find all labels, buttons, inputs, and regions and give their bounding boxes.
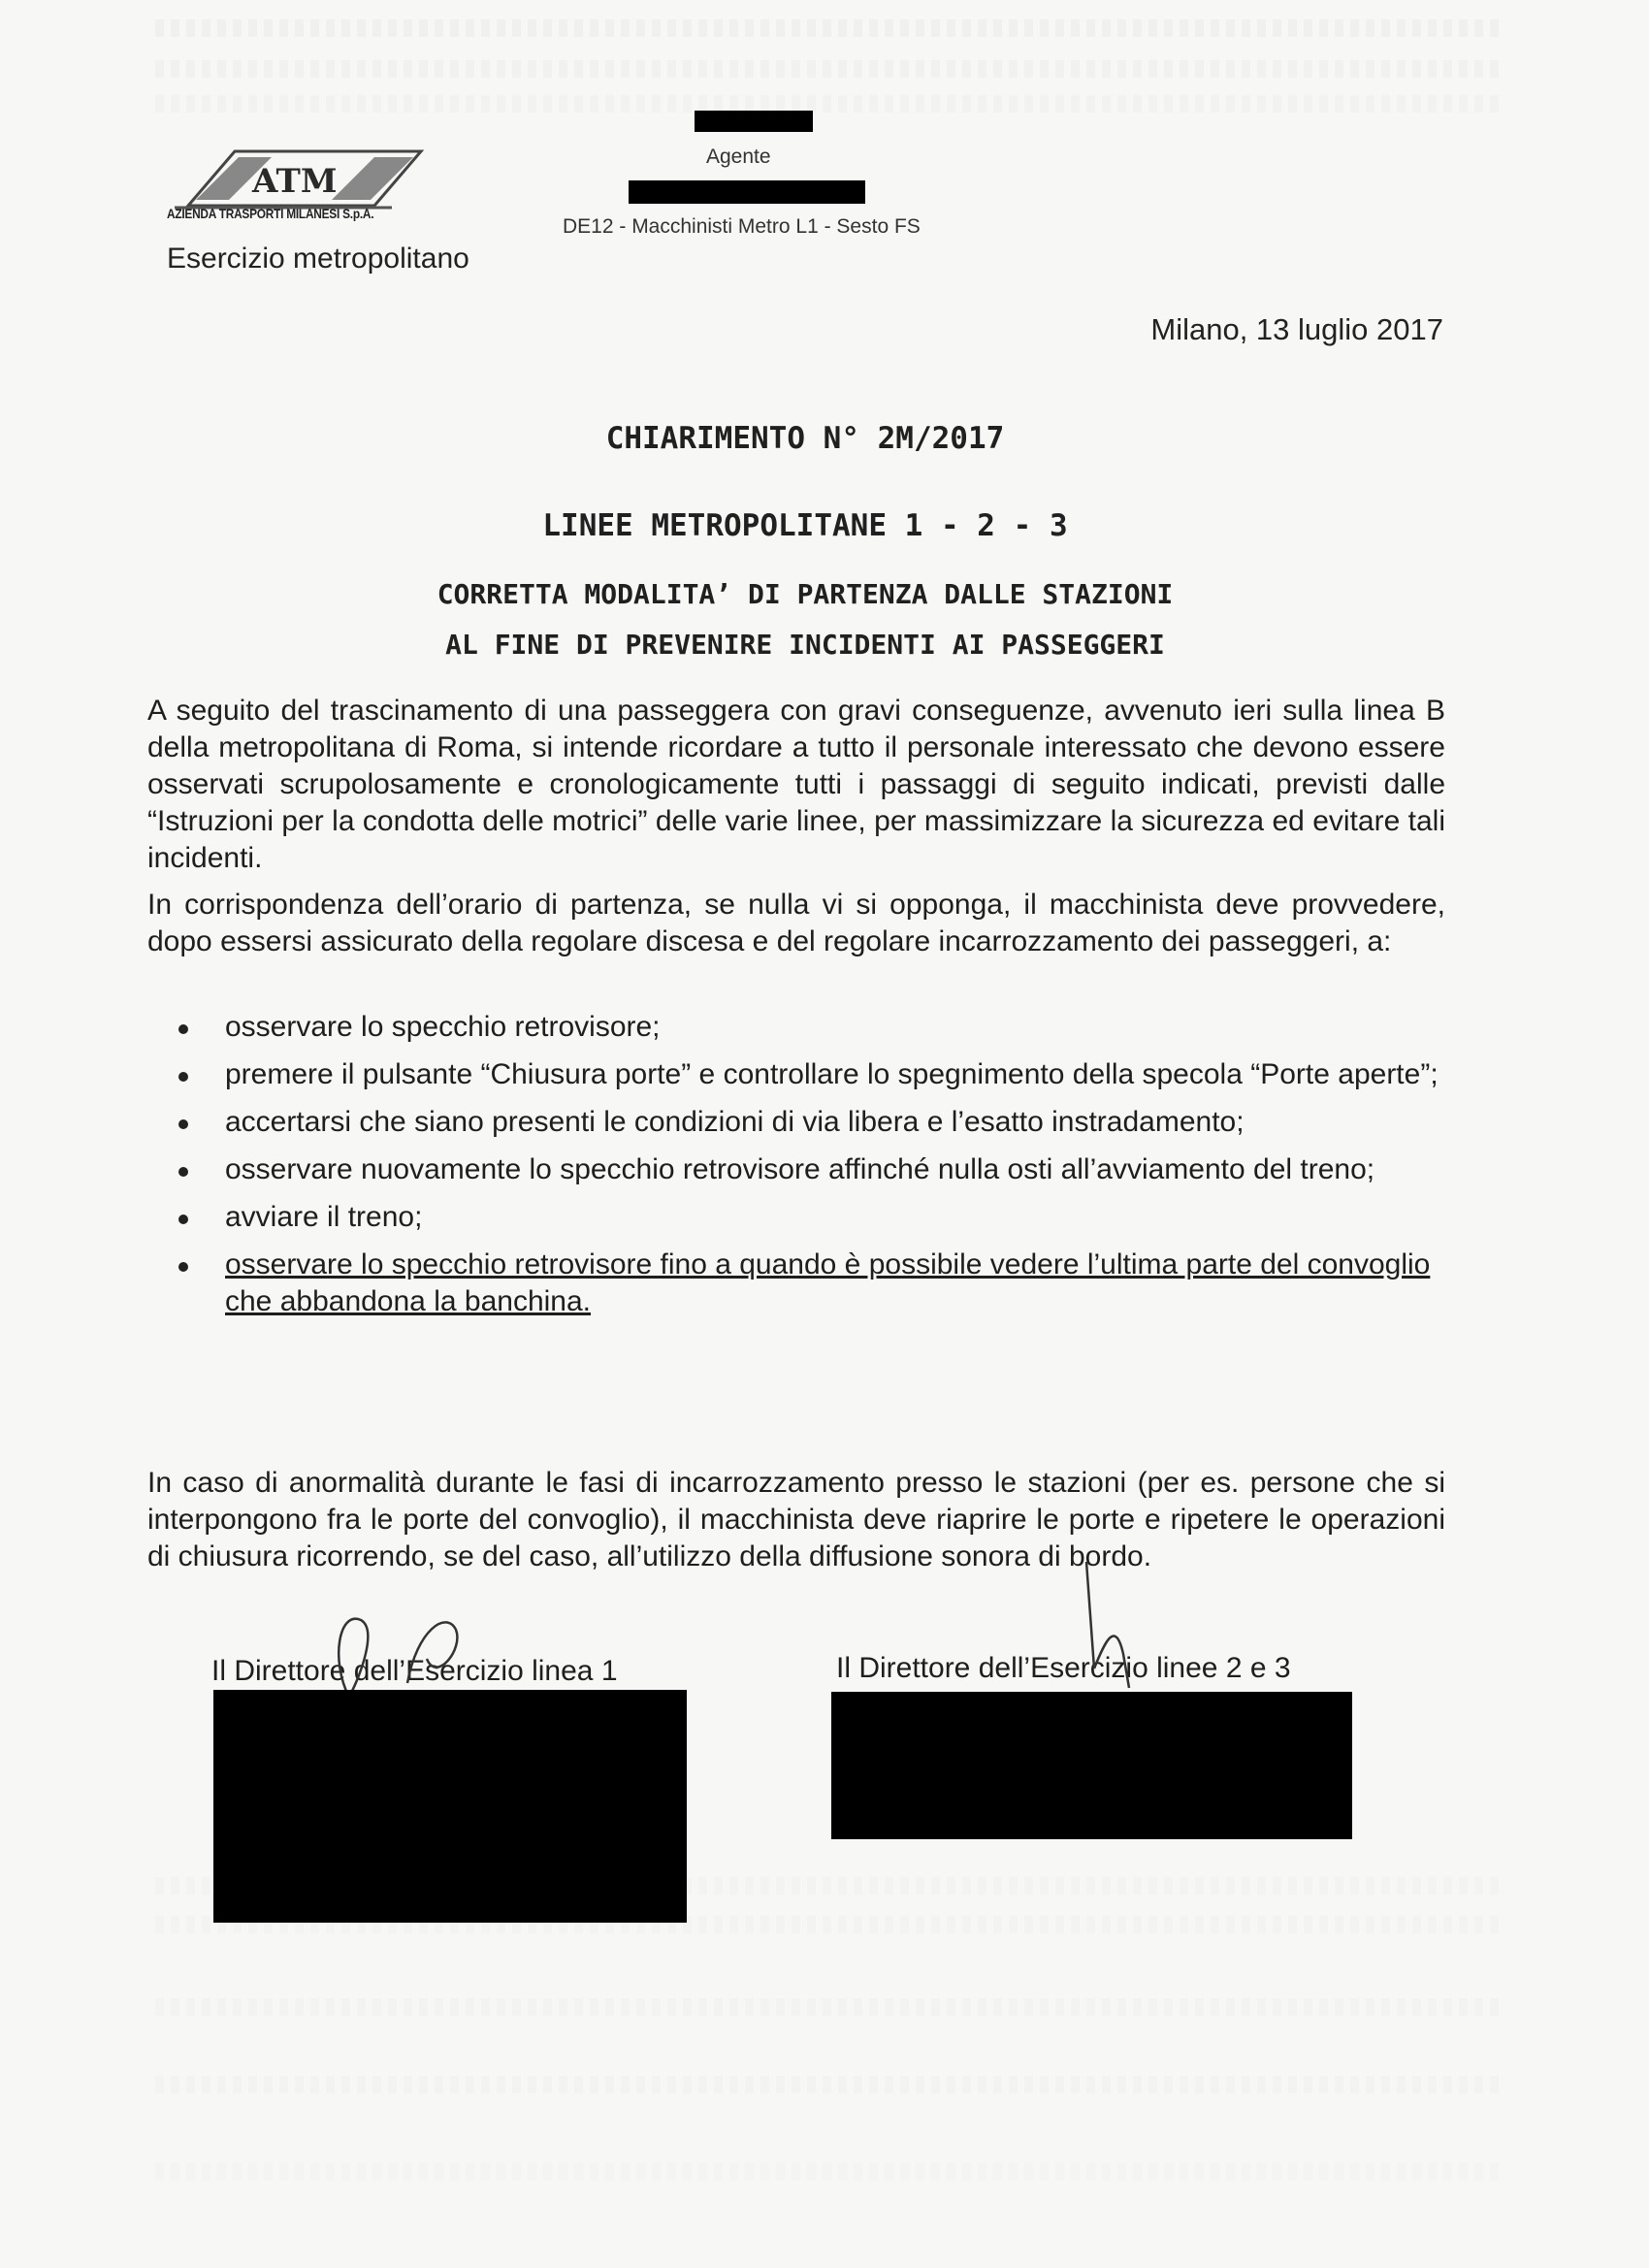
bullet-icon: [178, 1119, 188, 1129]
list-item: [175, 1056, 1445, 1093]
bullet-icon: [178, 1072, 188, 1082]
redaction-block-left: [213, 1690, 687, 1923]
logo-subtitle: AZIENDA TRASPORTI MILANESI S.p.A.: [167, 206, 374, 221]
subject-heading-line1: CORRETTA MODALITA’ DI PARTENZA DALLE STAZIONI: [436, 578, 1174, 610]
redaction-bar: [695, 111, 813, 132]
paragraph-procedure: In corrispondenza dell’orario di partenza, se nulla vi si opponga, il macchinista deve provvedere, dopo essersi assicurato della regolare discesa e del regolare incarrozzamento dei passeggeri, a:: [147, 889, 1445, 957]
agent-label: Agente: [706, 146, 771, 168]
signature-label-left: Il Direttore dell’Esercizio linea 1: [211, 1655, 618, 1687]
bullet-icon: [178, 1262, 188, 1272]
list-item: [175, 1009, 1445, 1046]
paragraph-anomalies: In caso di anormalità durante le fasi di incarrozzamento presso le stazioni (per es. persone che si interpongono fra le porte del convoglio), il macchinista deve riaprire le porte e ripetere le operazioni di chiusura ricorrendo, se del caso, all’utilizzo della diffusione sonora di bordo.: [147, 1467, 1445, 1572]
list-item-text: avviare il treno;: [225, 1201, 423, 1233]
list-item: [175, 1199, 1445, 1236]
department-label: Esercizio metropolitano: [167, 243, 469, 275]
redaction-bar: [629, 180, 865, 204]
signature-label-right: Il Direttore dell’Esercizio linee 2 e 3: [836, 1652, 1291, 1684]
bullet-icon: [178, 1024, 188, 1034]
list-item-text: accertarsi che siano presenti le condizioni di via libera e l’esatto instradamento;: [225, 1106, 1245, 1138]
bleed-through: [155, 1998, 1504, 2016]
list-item-text: osservare lo specchio retrovisore;: [225, 1011, 661, 1043]
bleed-through: [155, 2076, 1504, 2093]
document-number-heading: CHIARIMENTO N° 2M/2017: [605, 421, 1005, 456]
list-item-text: premere il pulsante “Chiusura porte” e controllare lo spegnimento della specola “Porte aperte”;: [225, 1058, 1439, 1090]
bleed-through: [155, 2163, 1504, 2181]
bullet-icon: [178, 1167, 188, 1177]
bleed-through: [155, 60, 1504, 78]
subject-heading-line2: AL FINE DI PREVENIRE INCIDENTI AI PASSEGGERI: [445, 629, 1165, 661]
list-item: [175, 1151, 1445, 1188]
list-item-text: osservare lo specchio retrovisore fino a quando è possibile vedere l’ultima parte del convoglio che abbandona la banchina.: [225, 1248, 1431, 1317]
bullet-icon: [178, 1215, 188, 1224]
lines-heading: LINEE METROPOLITANE 1 - 2 - 3: [542, 508, 1068, 543]
document-date: Milano, 13 luglio 2017: [1150, 312, 1443, 346]
list-item: [175, 1247, 1445, 1320]
list-item: [175, 1104, 1445, 1141]
handwritten-signature-right: [1057, 1552, 1174, 1698]
paragraph-intro: A seguito del trascinamento di una passeggera con gravi conseguenze, avvenuto ieri sulla linea B della metropolitana di Roma, si intende ricordare a tutto il personale interessato che devono essere osservati scrupolosamente e cronologicamente tutti i passaggi di seguito indicati, previsti dalle “Istruzioni per la condotta delle motrici” delle varie linee, per massimizzare la sicurezza ed evitare tali incidenti.: [147, 695, 1445, 874]
logo-text: ATM: [252, 162, 338, 201]
redaction-block-right: [831, 1692, 1352, 1839]
agent-role: DE12 - Macchinisti Metro L1 - Sesto FS: [563, 215, 921, 238]
list-item-text: osservare nuovamente lo specchio retrovisore affinché nulla osti all’avviamento del treno;: [225, 1153, 1375, 1185]
bleed-through: [155, 19, 1504, 37]
bleed-through: [155, 95, 1504, 113]
procedure-list: [175, 1009, 1445, 1331]
